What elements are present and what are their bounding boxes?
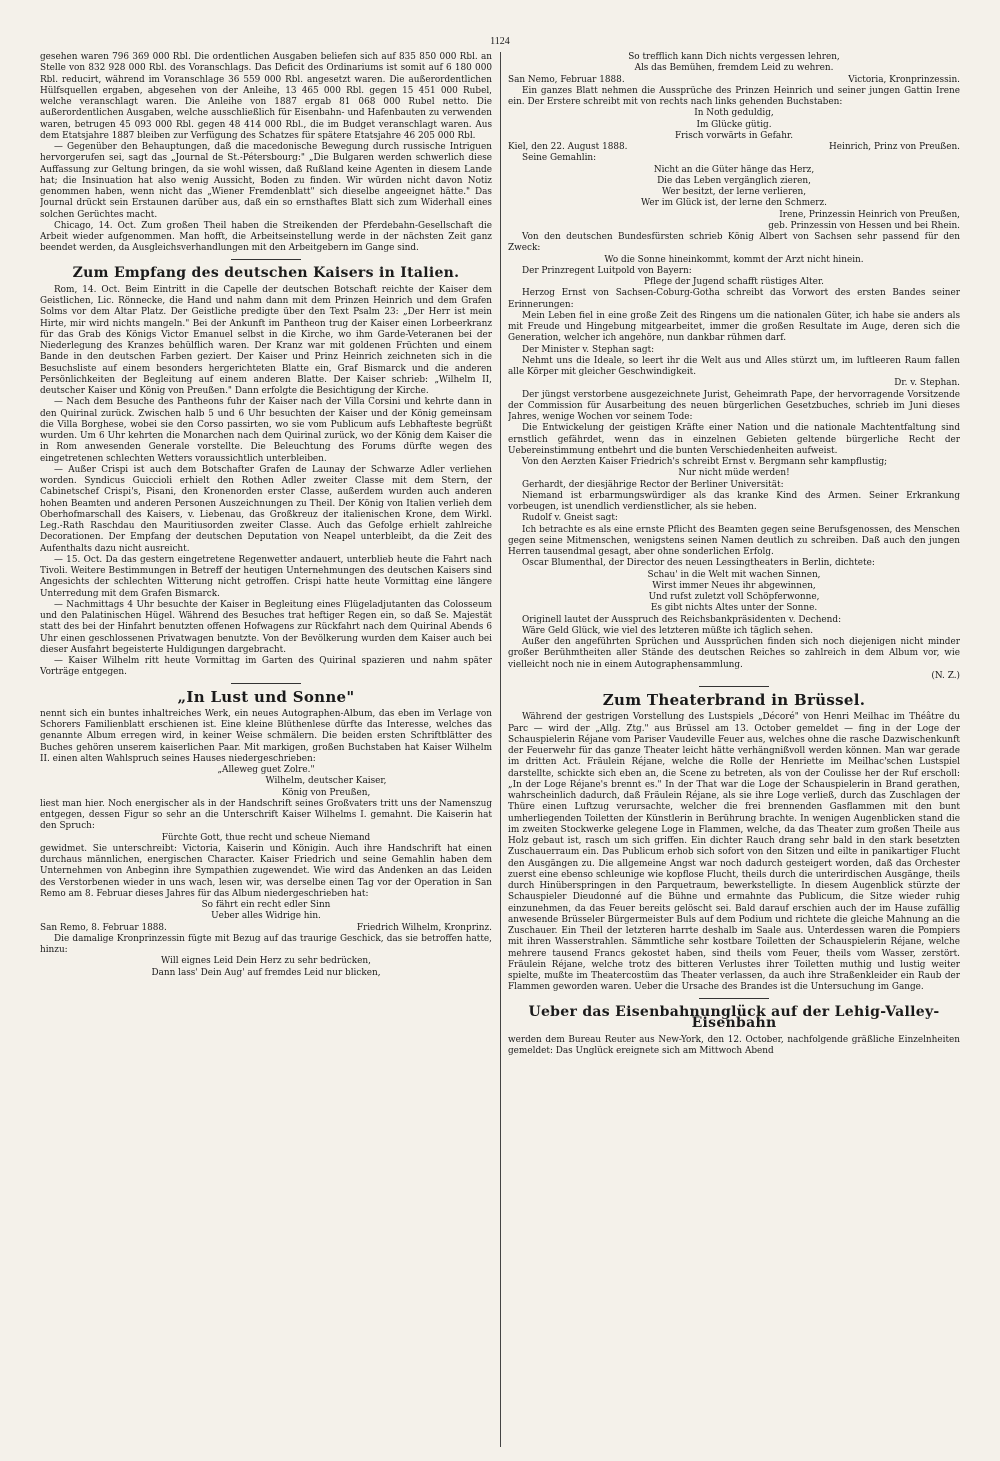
verse-line: Wer im Glück ist, der lerne den Schmerz.	[641, 198, 827, 209]
verse-line: Frisch vorwärts in Gefahr.	[674, 130, 794, 141]
signature-name: Heinrich, Prinz von Preußen.	[828, 142, 960, 152]
paragraph: Außer den angeführten Sprüchen und Aussprüchen finden sich noch diejenigen nicht minder großer Berühmtheiten aller Stände des deutschen Reiches so zahlreich in dem Album vor, wie vielleicht noch nie in einem Autographensammlung.	[508, 637, 960, 670]
paragraph: — Nach dem Besuche des Pantheons fuhr der Kaiser nach der Villa Corsini und kehrte dann in den Quirinal zurück. Zwischen halb 5 und 6 Uhr besuchten der Kaiser und der König gemeinsam die Villa Borghese, wobei sie den Corso passirten, wo sie vom Publicum aufs Lebhafteste begrüßt wurden. Um 6 Uhr kehrten die Monarchen nach dem Quirinal zurück, wo der König dem Kaiser die in Rom anwesenden Generale vorstellte. Die Beleuchtung des Forums dürfte wegen des eingetretenen schlechten Wetters voraussichtlich unterbleiben.	[40, 397, 492, 464]
paragraph: Von den Aerzten Kaiser Friedrich's schreibt Ernst v. Bergmann sehr kampflustig;	[522, 457, 888, 467]
verse-line: Wo die Sonne hineinkommt, kommt der Arzt nicht hinein.	[604, 254, 864, 265]
verse-line: Als das Bemühen, fremdem Leid zu wehren.	[634, 63, 834, 74]
verse-line: Schau' in die Welt mit wachen Sinnen,	[647, 569, 821, 580]
right-column	[508, 52, 960, 1452]
paragraph: Rom, 14. Oct. Beim Eintritt in die Capelle der deutschen Botschaft reichte der Kaiser dem Geistlichen, Lic. Rönnecke, die Hand und nahm dann mit dem Prinzen Heinrich und dem Grafen Solms vor dem Altar Platz. Der Geistliche predigte über den Text Psalm 23: „Der Herr ist mein Hirte, mir wird nichts mangeln." Bei der Ankunft im Pantheon trug der Kaiser einen Lorbeerkranz für das Grab des Königs Victor Emanuel selbst in die Kirche, wo ihm Garde-Veteranen bei der Niederlegung des Kranzes behülflich waren. Der Kranz war mit goldenen Früchten und einem Bande in den deutschen Farben geziert. Der Kaiser und Prinz Heinrich zeichneten sich in die Besuchsliste auf einem besonders hergerichteten Blatte ein, Graf Bismarck und die anderen Persönlichkeiten der Begleitung auf einem anderen Blatte. Der Kaiser schrieb: „Wilhelm II, deutscher Kaiser und König von Preußen." Dann erfolgte die Besichtigung der Kirche.	[40, 284, 492, 396]
signature: Dr. v. Stephan.	[894, 378, 960, 389]
paragraph: Während der gestrigen Vorstellung des Lustspiels „Décoré" von Henri Meilhac im Théâtre du Parc — wird der „Allg. Ztg." aus Brüssel am 13. October gemeldet — fing in der Loge der Schauspielerin Réjane vom Pariser Vaudeville Feuer aus, welches ohne die rasche Dazwischenkunft der Feuerwehr für das ganze Theater leicht hätte verhängnißvoll werden können. Man war gerade im dritten Act. Fräulein Réjane, welche die Rolle der Henriette im Meilhac'schen Lustspiel darstellte, schickte sich eben an, die Scene zu betreten, als von der Coulisse her der Ruf erscholl: „In der Loge Réjane's brennt es." In der That war die Loge der Schauspielerin in Brand gerathen, wahrscheinlich dadurch, daß Fräulein Réjane, als sie ihre Loge verließ, durch das Zuschlagen der Thüre einen Luftzug verursachte, welcher die frei brennenden Gasflammen mit den bunt umherliegenden Toiletten der Künstlerin in Berührung brachte. In wenigen Augenblicken stand die im zweiten Stockwerke gelegene Loge in Flammen, welche, da das Theater zum großen Theile aus Holz gebaut ist, rasch um sich griffen. Ein dichter Rauch drang sehr bald in den stark besetzten Zuschauerraum ein. Das Publicum erhob sich sofort von den Sitzen und eilte in panikartiger Flucht den Ausgängen zu. Die allgemeine Angst war noch dadurch gesteigert worden, daß das Orchester zuerst eine ebenso schleunige wie kopflose Flucht, theils durch die unterirdischen Ausgänge, theils durch Hinüberspringen in den Parquetraum, bewerkstelligte. In diesem Augenblick stürzte der Schauspieler Dieudonné auf die Bühne und ermahnte das Publicum, die Sitze wieder ruhig einzunehmen, da das Feuer bereits gelöscht sei. Bald darauf erschien auch der im Hause zufällig anwesende Brüsseler Bürgermeister Buls auf dem Podium und richtete die gleiche Mahnung an die Zuschauer. Ein Theil der letzteren harrte deshalb im Saale aus. Unterdessen waren die Pompiers mit ihren Wasserstrahlen. Sämmtliche sehr kostbare Toiletten der Schauspielerin Réjane, welche mehrere tausend Francs gekostet haben, sind theils vom Feuer, theils vom Wasser, zerstört. Fräulein Réjane, welche trotz des bitteren Verlustes ihrer Toiletten muthig und lustig weiter spielte, mußte im Theatercostüm das Theater verlassen, da auch ihre Straßenkleider ein Raub der Flammen geworden waren. Ueber die Ursache des Brandes ist die Untersuchung im Gange.	[508, 712, 960, 993]
verse-line: Pflege der Jugend schafft rüstiges Alter.	[644, 277, 824, 287]
verse-line: Will eignes Leid Dein Herz zu sehr bedrücken,	[161, 956, 371, 967]
section-heading: Ueber das Eisenbahnunglück auf der Lehig-Valley-Eisenbahn	[528, 1003, 940, 1031]
paragraph: Chicago, 14. Oct. Zum großen Theil haben die Streikenden der Pferdebahn-Gesellschaft die Arbeit wieder aufgenommen. Man hofft, die Arbeitseinstellung werde in der nächsten Zeit ganz beendet werden, da Ausgleichsverhandlungen mit den Arbeitgebern im Gange sind.	[40, 220, 492, 254]
section-heading: Zum Empfang des deutschen Kaisers in Italien.	[72, 264, 460, 281]
paragraph: — Nachmittags 4 Uhr besuchte der Kaiser in Begleitung eines Flügeladjutanten das Colosseum und den Palatinischen Hügel. Während des Besuches trat heftiger Regen ein, so daß Se. Majestät statt des bei der Hinfahrt benutzten offenen Hofwagens zur Rückfahrt nach dem Quirinal Abends 6 Uhr einen geschlossenen Privatwagen benutzte. Von der Bevölkerung wurden dem Kaiser auch bei dieser Ausfahrt begeisterte Huldigungen dargebracht.	[40, 599, 492, 655]
verse-line: In Noth geduldig,	[694, 108, 774, 119]
verse-line: Ueber alles Widrige hin.	[211, 911, 321, 922]
paragraph: Mein Leben fiel in eine große Zeit des Ringens um die nationalen Güter, ich habe sie anders als mit Freude und Hingebung mitgearbeitet, immer die großen Resultate im Auge, deren sich die Generation, welcher ich angehöre, nun dankbar rühmen darf.	[508, 310, 960, 344]
paragraph: Herzog Ernst von Sachsen-Coburg-Gotha schreibt das Vorwort des ersten Bandes seiner Erinnerungen:	[508, 288, 960, 310]
signature: geb. Prinzessin von Hessen und bei Rhein.	[768, 220, 960, 231]
paragraph: Oscar Blumenthal, der Director des neuen Lessingtheaters in Berlin, dichtete:	[522, 558, 875, 569]
signature: Wilhelm, deutscher Kaiser,	[265, 776, 387, 787]
signature-line	[40, 923, 492, 934]
paragraph: Originell lautet der Ausspruch des Reichsbankpräsidenten v. Dechend:	[522, 614, 842, 625]
quote: „Alleweg guet Zolre."	[217, 765, 315, 775]
signature-name: Friedrich Wilhelm, Kronprinz.	[356, 922, 492, 933]
paragraph: Ich betrachte es als eine ernste Pflicht des Beamten gegen seine Berufsgenossen, des Menschen gegen seine Mitmenschen, wenigstens seinen Namen deutlich zu schreiben. Daß auch den jungen Herren tausendmal gesagt, aber ohne sonderlichen Erfolg.	[508, 524, 960, 557]
signature-line	[508, 75, 960, 86]
page-number: 1124	[490, 36, 510, 47]
paragraph: Wäre Geld Glück, wie viel des letzteren müßte ich täglich sehen.	[522, 625, 814, 636]
separator	[231, 259, 301, 260]
separator	[231, 683, 301, 684]
signature-name: Victoria, Kronprinzessin.	[848, 74, 960, 85]
paragraph: nennt sich ein buntes inhaltreiches Werk, ein neues Autographen-Album, das eben im Verlage von Schorers Familienblatt erschienen ist. Eine kleine Blüthenlese dürfte das Interesse, welches das genannte Album erregen wird, in keiner Weise schmälern. Die beiden ersten Schriftblätter des Buches gehören unserem kaiserlichen Paar. Mit markigen, großen Buchstaben hat Kaiser Wilhelm II. einen alten Wahlspruch seines Hauses niedergeschrieben:	[40, 708, 492, 764]
verse-line: Wirst immer Neues ihr abgewinnen,	[652, 580, 816, 591]
paragraph: — 15. Oct. Da das gestern eingetretene Regenwetter andauert, unterblieb heute die Fahrt nach Tivoli. Weitere Bestimmungen in Betreff der heutigen Unternehmungen des deutschen Kaisers sind Angesichts der schlechten Witterung nicht getroffen. Crispi hatte heute Vormittag eine längere Unterredung mit dem Grafen Bismarck.	[40, 554, 492, 599]
verse-line: So trefflich kann Dich nichts vergessen lehren,	[628, 52, 840, 62]
paragraph: werden dem Bureau Reuter aus New-York, den 12. October, nachfolgende gräßliche Einzelnheiten gemeldet: Das Unglück ereignete sich am Mittwoch Abend	[508, 1035, 960, 1057]
signature: König von Preußen,	[281, 787, 371, 798]
paragraph: Die damalige Kronprinzessin fügte mit Bezug auf das traurige Geschick, das sie betroffen hatte, hinzu:	[40, 933, 492, 955]
separator	[699, 998, 769, 999]
paragraph: Von den deutschen Bundesfürsten schrieb König Albert von Sachsen sehr passend für den Zweck:	[508, 232, 960, 254]
verse-line: Im Glücke gütig.	[696, 119, 772, 130]
signature-place: San Nemo, Februar 1888.	[508, 74, 625, 85]
section-heading: Zum Theaterbrand in Brüssel.	[602, 691, 866, 709]
paragraph: Gerhardt, der diesjährige Rector der Berliner Universität:	[522, 479, 784, 490]
signature-place: San Remo, 8. Februar 1888.	[40, 922, 167, 933]
verse-line: So fährt ein recht edler Sinn	[201, 900, 331, 910]
paragraph: — Außer Crispi ist auch dem Botschafter Grafen de Launay der Schwarze Adler verliehen worden. Syndicus Guiccioli erhielt den Rothen Adler zweiter Classe mit dem Stern, der Cabinetschef Crispi's, Pisani, den Kronenorden erster Classe, außerdem wurden auch anderen hohen Beamten und anderen Personen Auszeichnungen zu Theil. Der König von Italien verlieh dem Oberhofmarschall des Kaisers, v. Liebenau, das Großkreuz der italienischen Krone, dem Wirkl. Leg.-Rath Raschdau den Mauritiusorden zweiter Classe. Auch das Gefolge erhielt zahlreiche Decorationen. Der Empfang der deutschen Deputation von Neapel unterbleibt, da die Zeit des Aufenthalts dazu nicht ausreicht.	[40, 464, 492, 554]
left-column	[40, 52, 492, 1452]
paragraph: Die Entwickelung der geistigen Kräfte einer Nation und die nationale Machtentfaltung sind ernstlich gefährdet, wenn das in einzelnen Gebieten geltende bürgerliche Recht der Uebereinstimmung entbehrt und die bunten Verschiedenheiten aufweist.	[508, 423, 960, 456]
verse-line: Nur nicht müde werden!	[678, 468, 790, 479]
paragraph: Nehmt uns die Ideale, so leert ihr die Welt aus und Alles stürzt um, im luftleeren Raum fallen alle Körper mit gleicher Geschwindigkeit.	[508, 355, 960, 377]
verse-line: Die das Leben vergänglich zieren,	[657, 175, 811, 186]
separator	[699, 686, 769, 687]
paragraph: gewidmet. Sie unterschreibt: Victoria, Kaiserin und Königin. Auch ihre Handschrift hat einen durchaus männlichen, energischen Character. Kaiser Friedrich und seine Gemahlin haben dem Unternehmen von Anbeginn ihre Sympathien zugewendet. Wie wird das Andenken an das Leiden des Verstorbenen wieder in uns wach, lesen wir, was derselbe einen Tag vor der Operation in San Remo am 8. Februar dieses Jahres für das Album niedergeschrieben hat:	[40, 843, 492, 899]
verse-line: Nicht an die Güter hänge das Herz,	[653, 164, 815, 175]
paragraph: gesehen waren 796 369 000 Rbl. Die ordentlichen Ausgaben beliefen sich auf 835 850 000 Rbl. an Stelle von 832 928 000 Rbl. des Voranschlags. Das Deficit des Ordinariums ist somit auf 6 180 000 Rbl. reducirt, während im Voranschlage 36 559 000 Rbl. angesetzt waren. Die außerordentlichen Hülfsquellen ergaben, abgesehen von der Anleihe, 13 465 000 Rbl. gegen 15 451 000 Rubel, welche veranschlagt waren. Die Anleihe von 1887 ergab 81 068 000 Rubel netto. Die außerordentlichen Ausgaben, welche ausschließlich für Eisenbahn- und Hafenbauten zu verwenden waren, betrugen 45 093 000 Rbl. gegen 48 414 000 Rbl., die im Budget veranschlagt waren. Aus dem Etatsjahre 1887 bleiben zur Verfügung des Schatzes für spätere Etatsjahre 46 205 000 Rbl.	[40, 52, 492, 141]
paragraph: Niemand ist erbarmungswürdiger als das kranke Kind des Armen. Seiner Erkrankung vorbeugen, ist unendlich verdienstlicher, als sie heben.	[508, 490, 960, 512]
signature-line	[508, 142, 960, 153]
paragraph: Der Minister v. Stephan sagt:	[522, 344, 655, 355]
paragraph: liest man hier. Noch energischer als in der Handschrift seines Großvaters tritt uns der Namenszug entgegen, dessen Figur so sehr an die Unterschrift Kaiser Wilhelms I. gemahnt. Die Kaiserin hat den Spruch:	[40, 798, 492, 832]
verse-line: Es gibt nichts Altes unter der Sonne.	[650, 603, 818, 614]
signature: (N. Z.)	[931, 670, 960, 681]
paragraph: Seine Gemahlin:	[522, 153, 597, 164]
paragraph: Der Prinzregent Luitpold von Bayern:	[522, 265, 692, 276]
quote: Fürchte Gott, thue recht und scheue Niemand	[161, 832, 371, 843]
paragraph: Rudolf v. Gneist sagt:	[522, 513, 618, 524]
column-rule	[500, 52, 501, 1447]
verse-line: Dann lass' Dein Aug' auf fremdes Leid nur blicken,	[151, 967, 381, 978]
paragraph: — Kaiser Wilhelm ritt heute Vormittag im Garten des Quirinal spazieren und nahm später Vorträge entgegen.	[40, 656, 492, 678]
section-heading: „In Lust und Sonne"	[177, 687, 355, 706]
signature: Irene, Prinzessin Heinrich von Preußen,	[779, 209, 960, 220]
paragraph: Der jüngst verstorbene ausgezeichnete Jurist, Geheimrath Pape, der hervorragende Vorsitzende der Commission für Ausarbeitung des neuen bürgerlichen Gesetzbuches, schrieb im Juni dieses Jahres, wenige Wochen vor seinem Tode:	[508, 389, 960, 422]
verse-line: Und rufst zuletzt voll Schöpferwonne,	[648, 592, 820, 602]
paragraph: — Gegenüber den Behauptungen, daß die macedonische Bewegung durch russische Intriguen hervorgerufen sei, sagt das „Journal de St.-Pétersbourg:" „Die Bulgaren werden schwerlich diese Auffassung zur Geltung bringen, da sie wohl wissen, daß Rußland keine Agenten in diesem Lande hat; die Insinuation hat also wenig Aussicht, Boden zu finden. Wir würden nicht davon Notiz genommen haben, wenn nicht das „Wiener Fremdenblatt" sich dieselbe angeeignet hätte." Das Journal drückt sein Erstaunen darüber aus, daß ein so ernsthaftes Blatt sich zum Widerhall eines solchen Gerüchtes macht.	[40, 142, 492, 220]
signature-place: Kiel, den 22. August 1888.	[508, 142, 628, 152]
verse-line: Wer besitzt, der lerne verlieren,	[661, 187, 807, 197]
paragraph: Ein ganzes Blatt nehmen die Aussprüche des Prinzen Heinrich und seiner jungen Gattin Irene ein. Der Erstere schreibt mit von rechts nach links gehenden Buchstaben:	[508, 85, 960, 107]
